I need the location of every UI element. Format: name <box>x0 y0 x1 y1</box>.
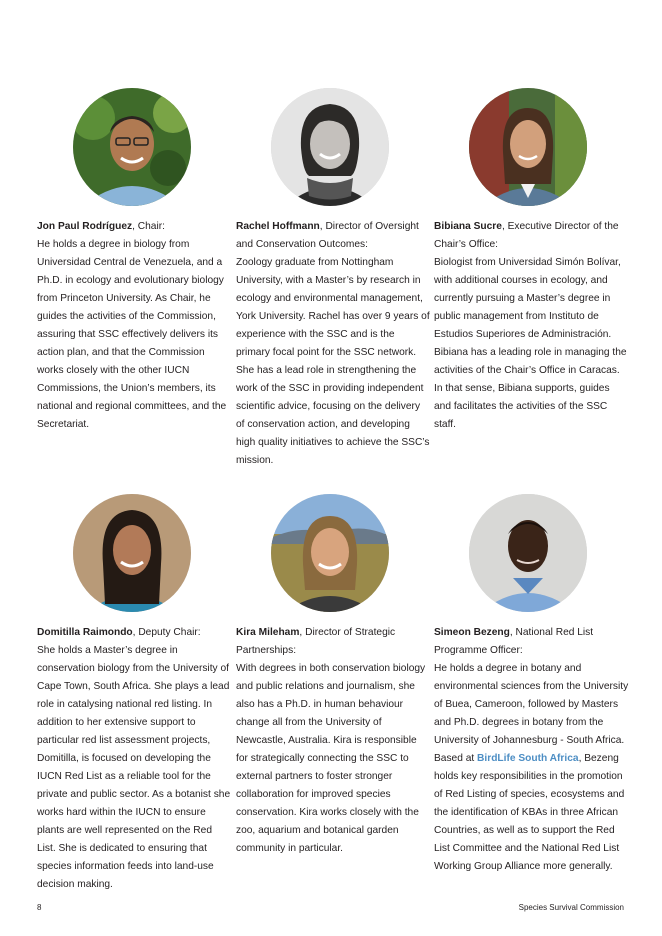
profile-bio <box>37 218 232 434</box>
bio-text: , Bezeng holds key responsibilities in the promotion of Red Listing of species, ecosystems and the identification of KBAs in three African Countries, as well as to support the Red List Committee and the National Red List Working Group Alliance more generally. <box>434 753 625 872</box>
profile-bio <box>434 218 629 434</box>
person-role: , Executive Director of the Chair’s Office: <box>434 221 619 250</box>
person-role: , National Red List Programme Officer: <box>434 627 594 656</box>
profile-photo <box>73 494 191 612</box>
bio-text: Biologist from Universidad Simón Bolívar, with additional courses in ecology, and currently pursuing a Master’s degree in public management from Instituto de Estudios Superiores de Administración. Bibiana has a leading role in managing the activities of the Chair’s Office in Caracas. In that sense, Bibiana supports, guides and facilitates the activities of the SSC staff. <box>434 257 627 430</box>
person-name: Simeon Bezeng <box>434 627 510 638</box>
page-number: 8 <box>37 903 42 912</box>
profile-bio <box>434 624 629 876</box>
person-role: , Director of Oversight and Conservation Outcomes: <box>236 221 419 250</box>
person-role: , Deputy Chair: <box>132 627 201 638</box>
portrait-photo-icon <box>73 88 191 206</box>
profile-photo <box>469 494 587 612</box>
profile-bio <box>236 218 431 470</box>
person-name: Bibiana Sucre <box>434 221 502 232</box>
portrait-photo-icon <box>469 494 587 612</box>
person-name: Jon Paul Rodríguez <box>37 221 133 232</box>
bio-text: She holds a Master’s degree in conservation biology from the University of Cape Town, South Africa. She plays a lead role in catalysing national red listing. In addition to her extensive support to particular red list assessment projects, Domitilla, is focused on developing the IUCN Red List as a reliable tool for the private and public sector. As a botanist she works hard within the IUCN to ensure plants are well represented on the Red List. She is dedicated to ensuring that species information feeds into land-use decision making. <box>37 645 231 890</box>
bio-text: He holds a degree in biology from Universidad Central de Venezuela, and a Ph.D. in ecology and evolutionary biology from Princeton University. As Chair, he guides the activities of the Commission, assuring that SSC effectively delivers its action plan, and that the Commission works closely with the other IUCN Commissions, the Union’s members, its national and regional committees, and the Secretariat. <box>37 239 227 430</box>
profile-photo <box>73 88 191 206</box>
portrait-photo-icon <box>271 494 389 612</box>
portrait-photo-icon <box>469 88 587 206</box>
portrait-photo-icon <box>271 88 389 206</box>
profile-bio <box>37 624 232 894</box>
bio-text: With degrees in both conservation biology and public relations and journalism, she also has a Ph.D. in human behaviour change all from the University of Newcastle, Australia. Kira is responsible for strategically connecting the SSC to external partners to foster stronger collaboration for improved species conservation. Kira works closely with the zoo, aquarium and botanical garden community in particular. <box>236 663 426 854</box>
bio-text: He holds a degree in botany and environmental sciences from the University of Buea, Cameroon, followed by Masters and Ph.D. degrees in botany from the University of Johannesburg - South Africa. Based at <box>434 663 629 764</box>
profile-photo <box>271 88 389 206</box>
bio-text: Zoology graduate from Nottingham University, with a Master’s by research in ecology and environmental management, York University. Rachel has over 9 years of experience with the SSC and is the primary focal point for the SSC network. She has a lead role in strengthening the work of the SSC in providing independent scientific advice, focusing on the delivery of conservation action, and developing high quality initiatives to achieve the SSC’s mission. <box>236 257 430 466</box>
profile-photo <box>271 494 389 612</box>
birdlife-link[interactable]: BirdLife South Africa <box>477 753 579 764</box>
person-name: Domitilla Raimondo <box>37 627 133 638</box>
person-role: , Director of Strategic Partnerships: <box>236 627 396 656</box>
person-name: Rachel Hoffmann <box>236 221 320 232</box>
person-name: Kira Mileham <box>236 627 300 638</box>
profile-photo <box>469 88 587 206</box>
publication-name: Species Survival Commission <box>518 903 624 912</box>
portrait-photo-icon <box>73 494 191 612</box>
person-role: , Chair: <box>132 221 165 232</box>
profile-bio <box>236 624 431 858</box>
